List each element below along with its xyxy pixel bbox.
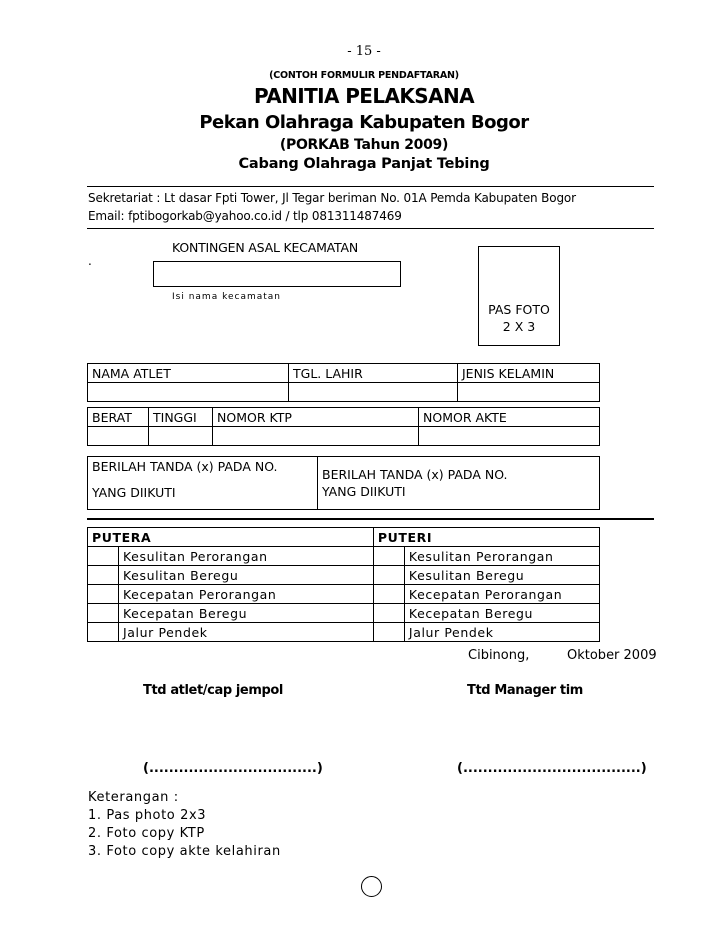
- puteri-checkbox[interactable]: [373, 623, 404, 642]
- photo-label-2: 2 X 3: [502, 319, 536, 334]
- sport-branch: Cabang Olahraga Panjat Tebing: [238, 156, 490, 172]
- puteri-event: Kecepatan Beregu: [404, 604, 599, 623]
- form-subtitle: (CONTOH FORMULIR PENDAFTARAN): [269, 70, 459, 81]
- puteri-event: Jalur Pendek: [404, 623, 599, 642]
- event-row: [88, 585, 600, 604]
- athlete-identity-table: [87, 363, 600, 402]
- puteri-checkbox[interactable]: [373, 604, 404, 623]
- putera-event: Kesulitan Perorangan: [119, 547, 374, 566]
- events-table: [87, 527, 600, 642]
- instruction-box: [87, 456, 600, 510]
- putera-event: Kecepatan Beregu: [119, 604, 374, 623]
- instruction-left-1: BERILAH TANDA (x) PADA NO.: [92, 459, 278, 474]
- contingent-hint: Isi nama kecamatan: [172, 292, 281, 302]
- puteri-checkbox[interactable]: [373, 547, 404, 566]
- birth-cert-input[interactable]: [419, 427, 600, 446]
- instruction-right-1: BERILAH TANDA (x) PADA NO.: [322, 467, 508, 482]
- ktp-input[interactable]: [213, 427, 419, 446]
- athlete-physical-table: [87, 407, 600, 446]
- event-short-title: (PORKAB Tahun 2009): [279, 137, 449, 153]
- puteri-checkbox[interactable]: [373, 566, 404, 585]
- notes-item: 1. Pas photo 2x3: [88, 808, 207, 823]
- putera-event: Jalur Pendek: [119, 623, 374, 642]
- committee-title: PANITIA PELAKSANA: [254, 84, 474, 108]
- putera-event: Kecepatan Perorangan: [119, 585, 374, 604]
- header-divider: [87, 186, 654, 187]
- athlete-signature-line[interactable]: (..................................): [143, 761, 323, 776]
- ktp-header: NOMOR KTP: [213, 408, 419, 427]
- puteri-header: PUTERI: [373, 528, 599, 547]
- contingent-input[interactable]: [153, 261, 401, 287]
- athlete-signature-label: Ttd atlet/cap jempol: [143, 683, 283, 698]
- puteri-event: Kecepatan Perorangan: [404, 585, 599, 604]
- putera-checkbox[interactable]: [88, 623, 119, 642]
- gender-input[interactable]: [458, 383, 600, 402]
- event-title: Pekan Olahraga Kabupaten Bogor: [199, 112, 529, 133]
- page-number-top: - 15 -: [347, 44, 381, 59]
- weight-input[interactable]: [88, 427, 149, 446]
- secretariat-address: Sekretariat : Lt dasar Fpti Tower, Jl Tegar beriman No. 01A Pemda Kabupaten Bogor: [88, 191, 576, 205]
- photo-label-1: PAS FOTO: [488, 302, 550, 317]
- contingent-dot: .: [88, 254, 92, 268]
- putera-event: Kesulitan Beregu: [119, 566, 374, 585]
- puteri-checkbox[interactable]: [373, 585, 404, 604]
- name-input[interactable]: [88, 383, 289, 402]
- gender-header: JENIS KELAMIN: [458, 364, 600, 383]
- birth-date-header: TGL. LAHIR: [289, 364, 458, 383]
- birth-date-input[interactable]: [289, 383, 458, 402]
- puteri-event: Kesulitan Beregu: [404, 566, 599, 585]
- height-input[interactable]: [149, 427, 213, 446]
- event-row: [88, 623, 600, 642]
- events-divider: [87, 518, 654, 520]
- weight-header: BERAT: [88, 408, 149, 427]
- secretariat-divider: [87, 228, 654, 229]
- event-row: [88, 566, 600, 585]
- birth-cert-header: NOMOR AKTE: [419, 408, 600, 427]
- instruction-left-2: YANG DIIKUTI: [92, 485, 176, 500]
- notes-item: 2. Foto copy KTP: [88, 826, 205, 841]
- instruction-right-2: YANG DIIKUTI: [322, 484, 406, 499]
- contingent-label: KONTINGEN ASAL KECAMATAN: [172, 240, 358, 255]
- secretariat-contact: Email: fptibogorkab@yahoo.co.id / tlp 081311487469: [88, 209, 402, 223]
- signing-date: Oktober 2009: [567, 648, 657, 663]
- notes-item: 3. Foto copy akte kelahiran: [88, 844, 281, 859]
- signing-place: Cibinong,: [468, 648, 530, 663]
- putera-checkbox[interactable]: [88, 585, 119, 604]
- notes-title: Keterangan :: [88, 790, 179, 805]
- event-row: [88, 604, 600, 623]
- manager-signature-label: Ttd Manager tim: [467, 683, 583, 698]
- photo-box[interactable]: [478, 246, 560, 346]
- putera-header: PUTERA: [88, 528, 374, 547]
- event-row: [88, 547, 600, 566]
- puteri-event: Kesulitan Perorangan: [404, 547, 599, 566]
- putera-checkbox[interactable]: [88, 604, 119, 623]
- page-circle-marker: [361, 876, 382, 897]
- instruction-divider: [317, 456, 318, 510]
- putera-checkbox[interactable]: [88, 547, 119, 566]
- manager-signature-line[interactable]: (....................................): [457, 761, 647, 776]
- height-header: TINGGI: [149, 408, 213, 427]
- name-header: NAMA ATLET: [88, 364, 289, 383]
- putera-checkbox[interactable]: [88, 566, 119, 585]
